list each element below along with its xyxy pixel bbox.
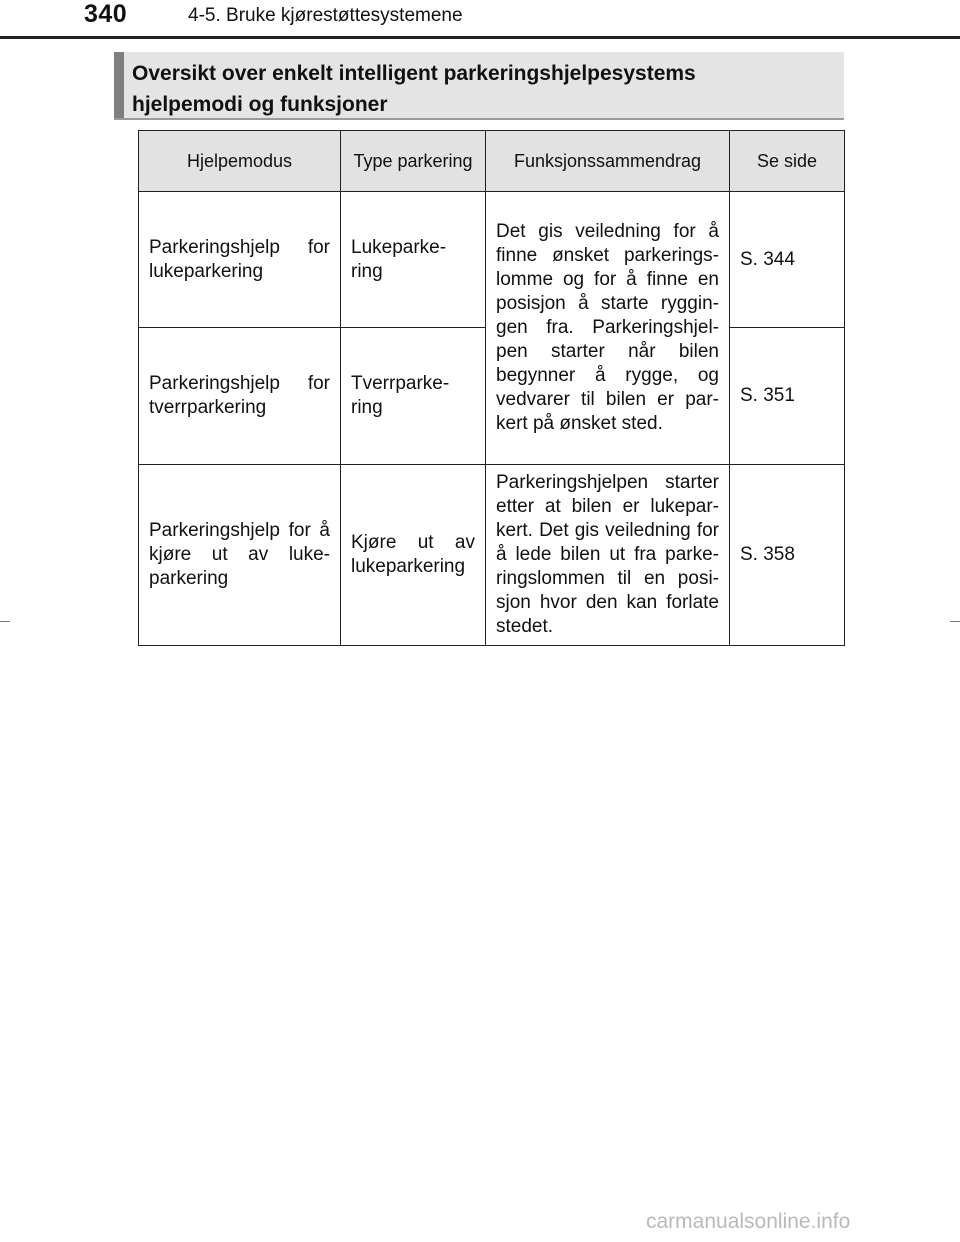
header-summary: Funksjonssammendrag bbox=[486, 131, 730, 192]
assist-modes-table bbox=[138, 130, 845, 646]
cell-page: S. 358 bbox=[730, 465, 845, 646]
header-rule bbox=[0, 36, 960, 39]
cell-summary-shared: Det gis veiledning for å finne ønsket parkerings-lomme og for å finne en posisjon å starte ryggin-gen fra. Parkeringshjel-pen starter når bilen begynner å rygge, og vedvarer til bilen er par-kert på ønsket sted. bbox=[486, 192, 730, 465]
section-title-line-2: hjelpemodi og funksjoner bbox=[132, 93, 388, 116]
cell-summary: Parkeringshjelpen starter etter at bilen er lukepar-kert. Det gis veiledning for å lede bilen ut fra parke-ringslommen til en posi-sjon hvor den kan forlate stedet. bbox=[486, 465, 730, 646]
header-mode: Hjelpemodus bbox=[139, 131, 341, 192]
table-row bbox=[139, 192, 845, 328]
cell-mode: Parkeringshjelp for å kjøre ut av luke-parkering bbox=[139, 465, 341, 646]
watermark: carmanualsonline.info bbox=[646, 1210, 851, 1233]
header-page: Se side bbox=[730, 131, 845, 192]
section-title bbox=[132, 58, 832, 120]
cell-type: Lukeparke-ring bbox=[341, 192, 486, 328]
table-header-row bbox=[139, 131, 845, 192]
crop-mark-right bbox=[950, 621, 960, 622]
header-type: Type parkering bbox=[341, 131, 486, 192]
cell-mode: Parkeringshjelp for lukeparkering bbox=[139, 192, 341, 328]
cell-type: Tverrparke-ring bbox=[341, 328, 486, 465]
section-heading-box bbox=[114, 52, 844, 120]
cell-page: S. 344 bbox=[730, 192, 845, 328]
cell-page: S. 351 bbox=[730, 328, 845, 465]
crop-mark-left bbox=[0, 621, 10, 622]
section-heading-bar bbox=[114, 52, 124, 118]
section-title-line-1: Oversikt over enkelt intelligent parkeringshjelpesystems bbox=[132, 62, 696, 85]
table-row bbox=[139, 465, 845, 646]
cell-mode: Parkeringshjelp for tverrparkering bbox=[139, 328, 341, 465]
chapter-title: 4-5. Bruke kjørestøttesystemene bbox=[188, 5, 463, 26]
cell-type: Kjøre ut av lukeparkering bbox=[341, 465, 486, 646]
page-header bbox=[0, 0, 960, 40]
page-number: 340 bbox=[84, 0, 128, 28]
